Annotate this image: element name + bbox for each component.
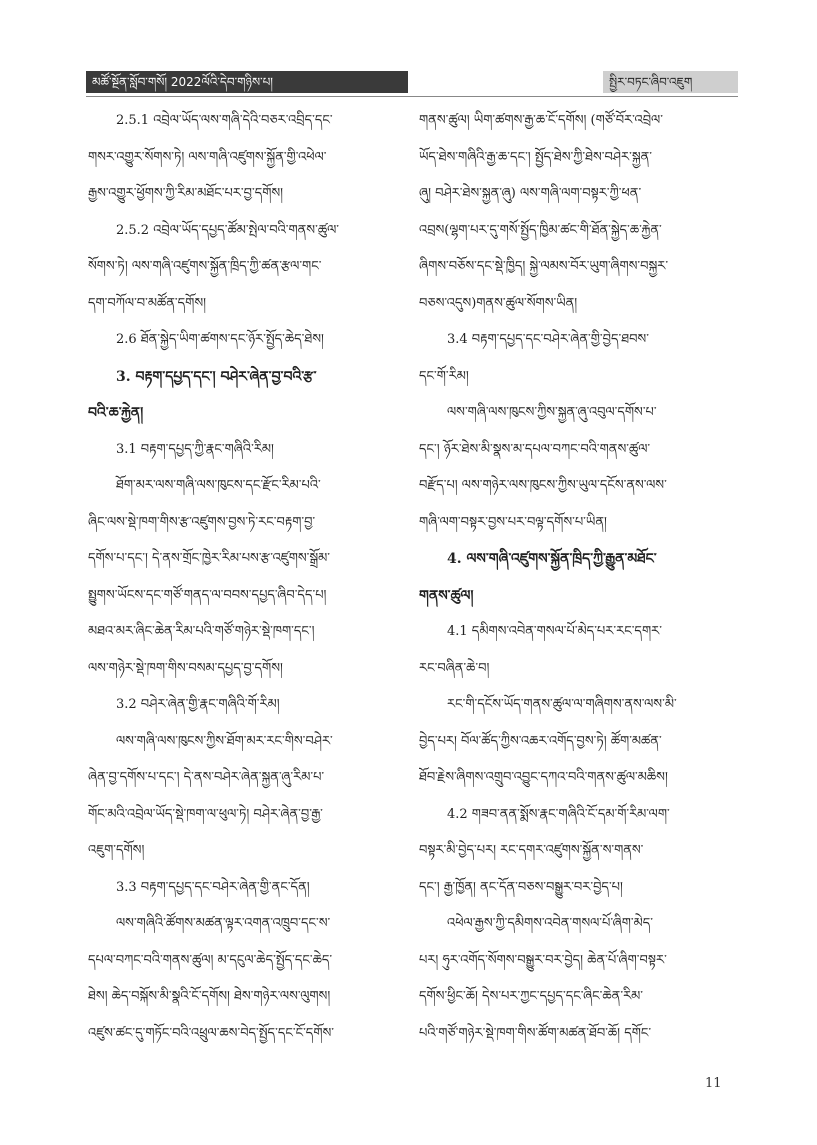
text-line: ཐོབ་རྗེས་ཞིགས་འགྲུབ་འབྱུང་དཀའ་བའི་གནས་ཚུལ་མཆིས། <box>419 770 668 785</box>
text-line: ཞིང་ལས་སྡེ་ཁག་གིས་རྩ་འཛུགས་བྱས་ཏེ་རང་བརྟག་བྱ་ <box>88 514 316 530</box>
section-heading-4-1: 4.1 དམིགས་འབེན་གསལ་པོ་མེད་པར་རང་དགར་ <box>447 624 662 639</box>
text-line: འཛུས་ཚང་དུ་གཏོང་བའི་འཕྲུལ་ཆས་བེད་སྤྱོད་དང་ངོ་དགོས་ <box>88 1025 334 1041</box>
text-line: པར། ཧུར་འགོད་སོགས་བསྒྱུར་བར་བྱེད། ཆེན་པོ་ཞིག་བསྟར་ <box>419 952 667 968</box>
right-column <box>419 103 729 1052</box>
text-line: བཅས་འདུས)གནས་ཚུལ་སོགས་ཡིན། <box>419 295 578 311</box>
text-line: པའི་གཙོ་གཉེར་སྡེ་ཁག་གིས་ཚོག་མཚན་ཐོབ་ཆོ། དགོང་ <box>419 1025 652 1041</box>
section-heading-3: 3. བརྟག་དཔྱད་དང་། བཤེར་ཞེན་བྱ་བའི་རྩ་ <box>116 368 317 385</box>
section-heading-2-5-1: 2.5.1 འབྲེལ་ཡོད་ལས་གཞི་དེའི་བཅར་འབྲིད་དང་ <box>116 113 333 128</box>
text-line: སོགས་ཏེ། ལས་གཞི་འཛུགས་སྐྱོན་ཁྲིད་ཀྱི་ཚན་རྩལ་གང་ <box>88 259 322 274</box>
text-line: གཞི་ལག་བསྟར་བྱས་པར་བལྟ་དགོས་པ་ཡིན། <box>419 514 607 530</box>
section-heading-4-1-cont: རང་བཞིན་ཆེ་བ། <box>419 660 490 676</box>
text-line: ཡོད་ཐེས་གཞིའི་རྒྱ་ཆ་དང་། སྤྱོད་ཐེས་ཀྱི་ཐེས་བཤེར་སྐྱན་ <box>419 149 652 165</box>
section-heading-3-4: 3.4 བརྟག་དཔྱད་དང་བཤེར་ཞེན་གྱི་བྱེད་ཐབས་ <box>447 332 649 347</box>
text-line: བྱེད་པར། བོལ་ཚོད་ཀྱིས་འཆར་འགོད་བྱས་ཏེ། ཚོག་མཚན་ <box>419 733 662 749</box>
section-heading-3-3: 3.3 བརྟག་དཔྱད་དང་བཤེར་ཞེན་གྱི་ནང་དོན། <box>116 879 310 895</box>
section-heading-3-1: 3.1 བརྟག་དཔྱད་ཀྱི་རྣང་གཞིའི་རིམ། <box>116 441 274 457</box>
text-line: རང་གི་དངོས་ཡོད་གནས་ཚུལ་ལ་གཞིགས་ནས་ལས་མི་ <box>447 697 677 712</box>
text-line: དགོས་པ་དང་། དེ་ནས་གྲོང་ཁྱེར་རིམ་པས་རྩ་འཛུགས་སྒྲོམ་ <box>88 551 331 566</box>
text-line: ཐོག་མར་ལས་གཞི་ལས་ཁུངས་དང་རྫོང་རིམ་པའི་ <box>116 478 321 493</box>
section-heading-4-cont: གནས་ཚུལ། <box>419 587 474 604</box>
text-line: ཞུ། བཤེར་ཐེས་སྐྱན་ཞུ) ལས་གཞི་ལག་བསྟར་ཀྱི་ཕན་ <box>419 186 642 201</box>
text-line: འབྲས(ལྷག་པར་དུ་གསོ་སྤྱོད་ཁྱིམ་ཚང་གི་ཐོན་སྐྱེད་ཆ་རྐྱེན་ <box>419 222 662 238</box>
journal-title-bar: མཚོ་སྔོན་སློབ་གསོ། 2022ལོའི་དེབ་གཉིས་པ། <box>86 71 408 93</box>
section-heading-2-6: 2.6 ཐོན་སྐྱེད་ཡིག་ཚགས་དང་ཉོར་སྤྱོད་ཆེད་ཐེས། <box>116 332 324 347</box>
text-line: འཕེལ་རྒྱས་ཀྱི་དམིགས་འབེན་གསལ་པོ་ཞིག་མེད་ <box>447 916 654 931</box>
section-heading-2-5-2: 2.5.2 འབྲེལ་ཡོད་དཔྱད་ཚོམ་སྤེལ་བའི་གནས་ཚུལ་ <box>116 222 339 238</box>
text-line: ལས་གཞིའི་ཚོགས་མཚན་ལྟར་འགན་འཁྲུབ་དང་ས་ <box>116 916 331 931</box>
section-heading-4-2: 4.2 གཟབ་ནན་སྨོས་རྣང་གཞིའི་ངོ་དམ་གོ་རིམ་ལག་ <box>447 806 670 822</box>
section-heading-3-cont: བའི་ཆ་རྐྱེན། <box>88 405 144 421</box>
text-line: ཞེན་བྱ་དགོས་པ་དང་། དེ་ནས་བཤེར་ཞེན་སྐྱན་ཞུ་རིམ་པ་ <box>88 770 325 785</box>
header-divider <box>86 96 738 97</box>
section-heading-4: 4. ལས་གཞི་འཛུགས་སྐྱོན་ཁྲིད་ཀྱི་རྒྱུན་མཐོང་ <box>447 551 657 567</box>
text-line: ལས་གཞི་ལས་ཁུངས་ཀྱིས་སྐྱན་ཞུ་འབུལ་དགོས་པ་ <box>447 405 657 420</box>
text-line: གོང་མའི་འབྲེལ་ཡོད་སྡེ་ཁག་ལ་ཕུལ་ཏེ། བཤེར་ཞེན་བྱ་རྒྱ་ <box>88 806 323 822</box>
left-column <box>88 103 398 1052</box>
text-line: འཇུག་དགོས། <box>88 843 145 858</box>
text-line: གནས་ཚུལ། ཡིག་ཚགས་རྒྱ་ཆ་ངོ་དགོས། (གཙོ་བོར་འབྲེལ་ <box>419 113 663 128</box>
text-line: དང་། རྒྱ་ཁྱོན། ནང་དོན་བཅས་བསྒྱུར་བར་བྱེད་པ། <box>419 879 623 895</box>
text-line: རྒྱས་འགྱུར་ཕྱོགས་ཀྱི་རིམ་མཐོང་པར་བྱ་དགོས། <box>88 186 284 201</box>
text-line: དཔལ་བཀང་བའི་གནས་ཚུལ། མ་དངུལ་ཆེད་སྤྱོད་དང་ཆེད་ <box>88 952 333 968</box>
page-number: 11 <box>705 1076 722 1091</box>
section-title-bar: སྤྱིར་བཏང་ཞིབ་འཇུག <box>603 71 738 93</box>
text-line: དགོས་ཕྱིང་ཆོ། དེས་པར་ཀྱང་དཔྱད་དང་ཞིང་ཆེན་རིམ་ <box>419 989 644 1004</box>
text-line: བརྫོད་པ། ལས་གཉེར་ལས་ཁུངས་ཀྱིས་ཡུལ་དངོས་ནས་ལས་ <box>419 478 667 493</box>
section-heading-3-4-cont: དང་གོ་རིམ། <box>419 368 469 384</box>
text-line: མཐའ་མར་ཞིང་ཆེན་རིམ་པའི་གཙོ་གཉེར་སྡེ་ཁག་དང་། <box>88 624 315 639</box>
section-heading-3-2: 3.2 བཤེར་ཞེན་གྱི་རྣང་གཞིའི་གོ་རིམ། <box>116 697 280 712</box>
text-line: དག་བཀོལ་བ་མཚོན་དགོས། <box>88 295 206 311</box>
text-line: ཞིགས་བཅོས་དང་སྡེ་ཁྱིད། སྐྱེ་ལམས་བོར་ཡུག་ཞིགས་བསྐྱར་ <box>419 259 669 274</box>
text-line: དང་། ཉོར་ཐེས་མི་སྣས་མ་དཔལ་བཀང་བའི་གནས་ཚུལ་ <box>419 441 651 457</box>
text-line: ལས་གཞི་ལས་ཁུངས་ཀྱིས་ཐོག་མར་རང་གིས་བཤེར་ <box>116 733 333 749</box>
text-line: ཐེས། ཆེད་བསྐོས་མི་སྣའི་ངོ་དགོས། ཐེས་གཉེར་ལས་ལུགས། <box>88 989 331 1004</box>
text-line: གསར་འགྱུར་སོགས་ཏེ། ལས་གཞི་འཛུགས་སྐྱོན་གྱི་འཕེལ་ <box>88 149 327 165</box>
text-line: སྤྱུགས་ཡོངས་དང་གཙོ་གནད་ལ་བབས་དཔྱད་ཞིབ་དེད་པ། <box>88 587 327 603</box>
text-line: བསྟར་མི་བྱེད་པར། རང་དགར་འཛུགས་སྐྱོན་ས་གནས་ <box>419 843 644 858</box>
text-line: ལས་གཉེར་སྡེ་ཁག་གིས་བསམ་དཔྱད་བྱ་དགོས། <box>88 660 283 676</box>
